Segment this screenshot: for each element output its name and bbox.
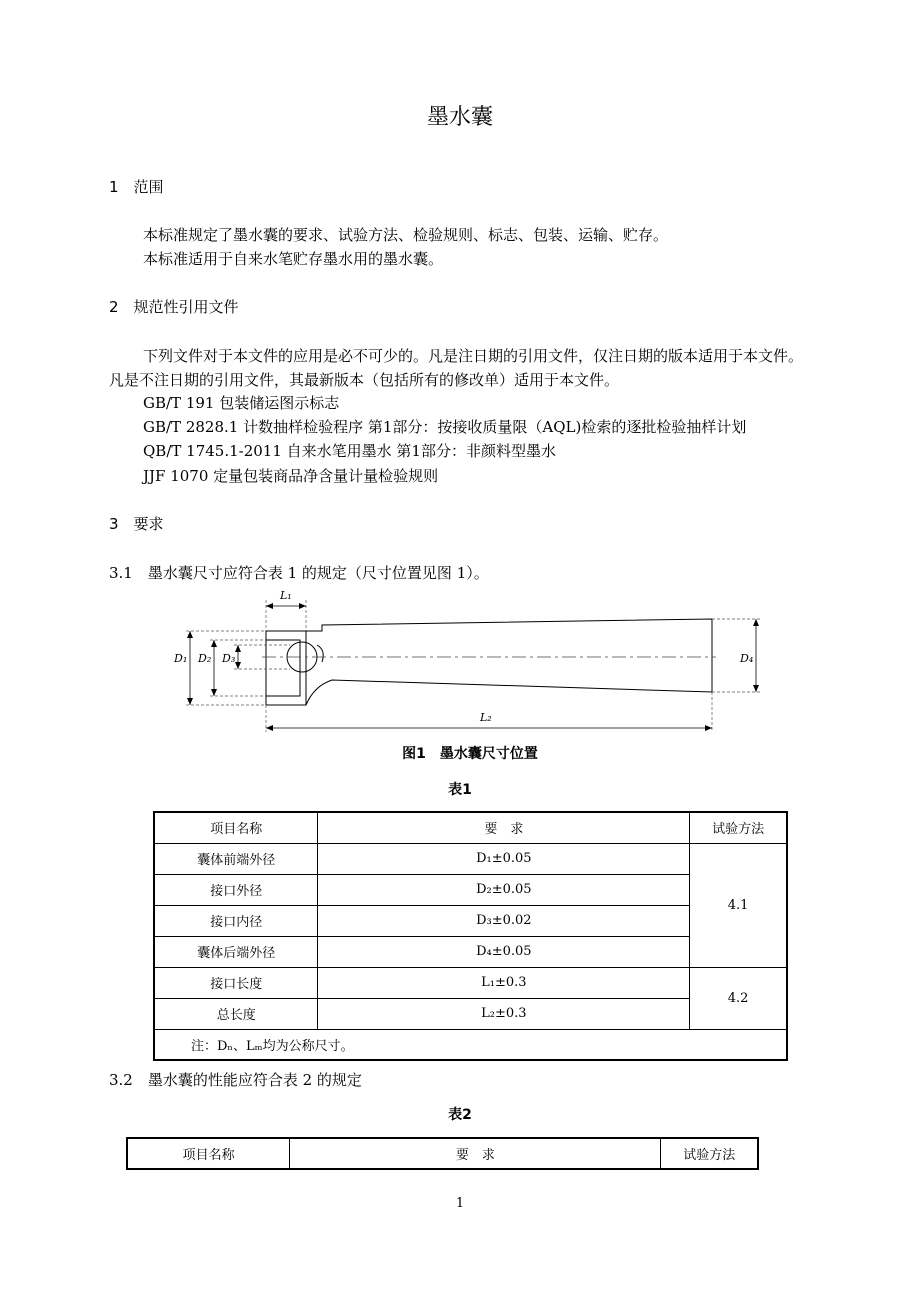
label-d4: D₄ xyxy=(740,652,754,665)
table-note: 注：Dₙ、Lₘ均为公称尺寸。 xyxy=(154,1029,787,1060)
table-cell: 4.1 xyxy=(690,843,787,967)
table-header: 项目名称 xyxy=(127,1138,290,1169)
reference-item: JJF 1070 定量包装商品净含量计量检验规则 xyxy=(143,467,439,485)
label-l1: L₁ xyxy=(280,589,292,602)
table-cell: 囊体后端外径 xyxy=(154,936,318,967)
connector-curve xyxy=(317,645,323,662)
table-cell: 4.2 xyxy=(690,967,787,1029)
table-cell: 接口内径 xyxy=(154,905,318,936)
table-cell: 总长度 xyxy=(154,998,318,1029)
section-1-heading: 1 范围 xyxy=(109,178,164,196)
table-cell: L₂±0.3 xyxy=(318,998,690,1029)
table-cell: 接口长度 xyxy=(154,967,318,998)
table-header: 试验方法 xyxy=(661,1138,758,1169)
table-1-caption: 表1 xyxy=(448,782,472,798)
sac-body-outline xyxy=(306,619,712,705)
clause-3-2: 3.2 墨水囊的性能应符合表 2 的规定 xyxy=(109,1071,362,1089)
ink-sac-dimension-figure xyxy=(160,585,780,735)
table-header: 要 求 xyxy=(318,812,690,843)
table-cell: D₂±0.05 xyxy=(318,874,690,905)
table-cell: 接口外径 xyxy=(154,874,318,905)
table-header: 试验方法 xyxy=(690,812,787,843)
section-2-heading: 2 规范性引用文件 xyxy=(109,298,239,316)
section-2-paragraph-1-cont: 凡是不注日期的引用文件，其最新版本（包括所有的修改单）适用于本文件。 xyxy=(109,371,620,389)
table-header: 要 求 xyxy=(290,1138,661,1169)
section-3-heading: 3 要求 xyxy=(109,515,164,533)
table-cell: D₁±0.05 xyxy=(318,843,690,874)
table-2 xyxy=(126,1137,759,1170)
reference-item: GB/T 191 包装储运图示标志 xyxy=(143,394,340,412)
table-cell: 囊体前端外径 xyxy=(154,843,318,874)
reference-item: GB/T 2828.1 计数抽样检验程序 第1部分：按接收质量限（AQL)检索的逐批检验抽样计划 xyxy=(143,418,747,436)
table-cell: D₄±0.05 xyxy=(318,936,690,967)
table-cell: D₃±0.02 xyxy=(318,905,690,936)
page-title: 墨水囊 xyxy=(426,105,493,130)
connector-inner xyxy=(266,640,300,696)
figure-1-caption: 图1 墨水囊尺寸位置 xyxy=(402,746,538,762)
label-l2: L₂ xyxy=(480,711,492,724)
table-2-caption: 表2 xyxy=(448,1107,472,1123)
section-1-paragraph-1: 本标准规定了墨水囊的要求、试验方法、检验规则、标志、包装、运输、贮存。 xyxy=(143,226,669,244)
table-cell: L₁±0.3 xyxy=(318,967,690,998)
label-d1: D₁ xyxy=(174,652,188,665)
clause-3-1: 3.1 墨水囊尺寸应符合表 1 的规定（尺寸位置见图 1）。 xyxy=(109,564,489,582)
section-1-paragraph-2: 本标准适用于自来水笔贮存墨水用的墨水囊。 xyxy=(143,250,444,268)
label-d3: D₃ xyxy=(222,652,236,665)
page-number: 1 xyxy=(455,1196,465,1211)
table-1 xyxy=(153,811,788,1061)
table-header: 项目名称 xyxy=(154,812,318,843)
section-2-paragraph-1: 下列文件对于本文件的应用是必不可少的。凡是注日期的引用文件，仅注日期的版本适用于本文件。 xyxy=(143,347,804,365)
label-d2: D₂ xyxy=(198,652,212,665)
reference-item: QB/T 1745.1-2011 自来水笔用墨水 第1部分：非颜料型墨水 xyxy=(143,442,556,460)
